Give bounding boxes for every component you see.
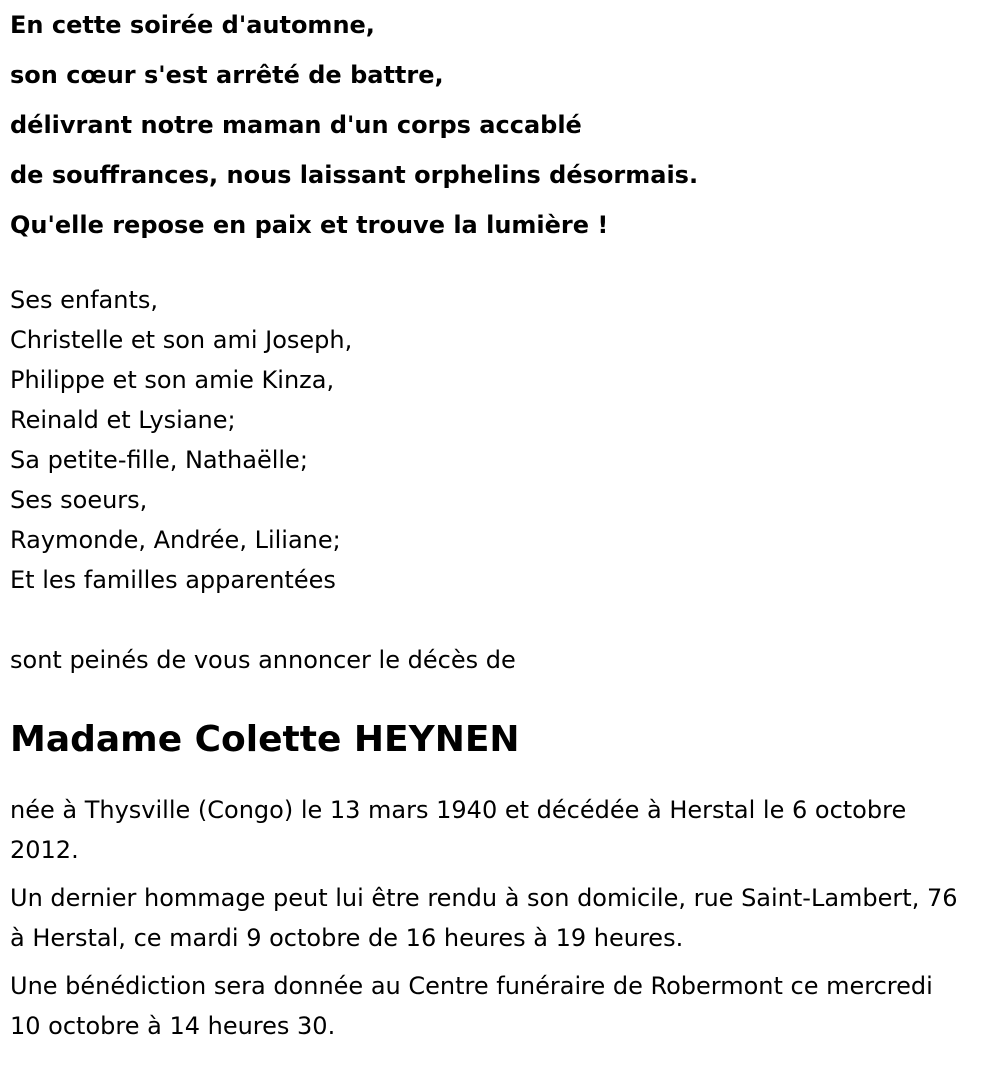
family-list: [10, 280, 990, 600]
poem-line: Qu'elle repose en paix et trouve la lumière !: [10, 211, 609, 239]
family-line: Reinald et Lysiane;: [10, 406, 236, 434]
poem-line: délivrant notre maman d'un corps accablé: [10, 111, 582, 139]
family-line: Ses soeurs,: [10, 486, 148, 514]
family-line: Raymonde, Andrée, Liliane;: [10, 526, 341, 554]
family-line: Ses enfants,: [10, 286, 159, 314]
poem-line: de souffrances, nous laissant orphelins désormais.: [10, 161, 699, 189]
family-line: Philippe et son amie Kinza,: [10, 366, 335, 394]
visitation-paragraph: Un dernier hommage peut lui être rendu à son domicile, rue Saint-Lambert, 76 à Herstal, ce mardi 9 octobre de 16 heures à 19 heures.: [10, 884, 958, 952]
family-line: Christelle et son ami Joseph,: [10, 326, 353, 354]
blessing-paragraph: Une bénédiction sera donnée au Centre funéraire de Robermont ce mercredi 10 octobre à 14 heures 30.: [10, 972, 933, 1040]
birth-death-paragraph: née à Thysville (Congo) le 13 mars 1940 et décédée à Herstal le 6 octobre 2012.: [10, 796, 907, 864]
family-line: Sa petite-fille, Nathaëlle;: [10, 446, 308, 474]
poem-block: [10, 0, 990, 250]
details-block: [10, 790, 990, 1046]
poem-line: En cette soirée d'automne,: [10, 11, 375, 39]
family-line: Et les familles apparentées: [10, 566, 336, 594]
poem-line: son cœur s'est arrêté de battre,: [10, 61, 444, 89]
obituary-document: [10, 0, 990, 1054]
deceased-name: Madame Colette HEYNEN: [10, 719, 520, 760]
announcement-text: sont peinés de vous annoncer le décès de: [10, 646, 516, 674]
